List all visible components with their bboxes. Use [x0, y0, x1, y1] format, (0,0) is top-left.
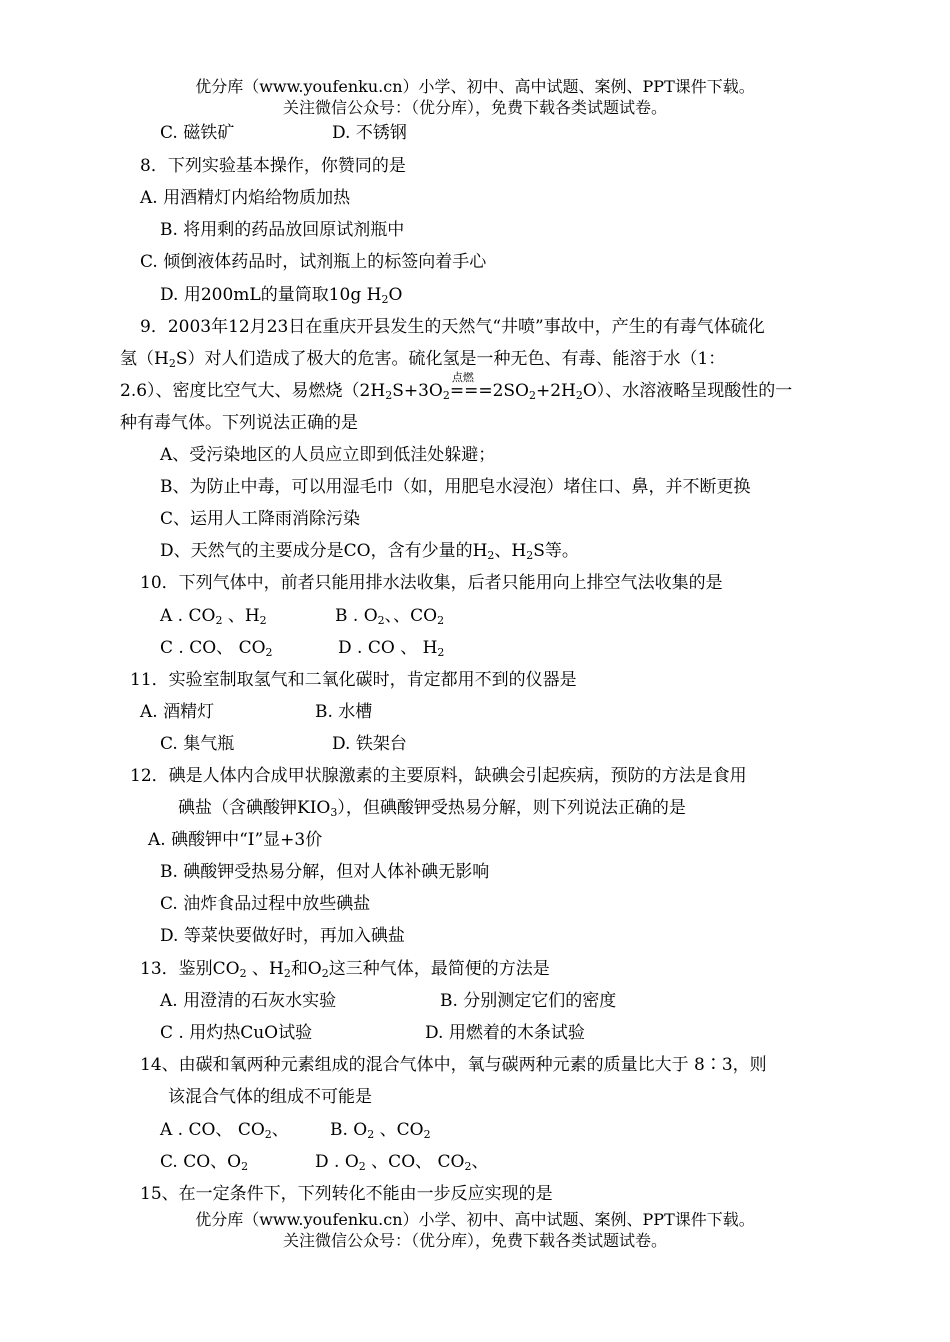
q9-stem-line-1: 9．2003年12月23日在重庆开县发生的天然气“井喷”事故中，产生的有毒气体硫化: [140, 317, 765, 337]
q9-stem-line-3: 2.6）、密度比空气大、易燃烧（$2H_2S+3O_2$ 点燃 $===2SO_2+2H_2O$）、水溶液略呈现酸性的一: [120, 371, 793, 402]
q11-option-c: C. 集气瓶: [160, 734, 235, 754]
q7-option-d: D. 不锈钢: [332, 123, 407, 143]
q8-option-b: B. 将用剩的药品放回原试剂瓶中: [160, 220, 405, 240]
q14-option-d: D . $O_2$ 、CO、 $CO_2$、: [315, 1152, 489, 1173]
q13-option-b: B. 分别测定它们的密度: [440, 991, 617, 1011]
q9-option-c: C、运用人工降雨消除污染: [160, 509, 361, 529]
q8-option-c: C. 倾倒液体药品时，试剂瓶上的标签向着手心: [140, 252, 487, 272]
q9-stem-line-4: 种有毒气体。下列说法正确的是: [120, 413, 358, 433]
q11-option-b: B. 水槽: [315, 702, 373, 722]
q12-option-c: C. 油炸食品过程中放些碘盐: [160, 894, 371, 914]
header-line-2: 关注微信公众号：（优分库），免费下载各类试题试卷。: [282, 98, 667, 117]
q13-option-c: C . 用灼热CuO试验: [160, 1023, 313, 1043]
q13-stem: 13．鉴别$CO_2$ 、$H_2$和$O_2$这三种气体，最简便的方法是: [140, 959, 550, 980]
q12-option-a: A. 碘酸钾中“I”显+3价: [148, 830, 323, 850]
q9-option-a: A、受污染地区的人员应立即到低洼处躲避；: [160, 445, 496, 465]
q12-stem-line-1: 12．碘是人体内合成甲状腺激素的主要原料，缺碘会引起疾病，预防的方法是食用: [130, 766, 747, 786]
q12-option-b: B. 碘酸钾受热易分解，但对人体补碘无影响: [160, 862, 490, 882]
q14-option-c: C. CO、$O_2$: [160, 1152, 249, 1173]
q15-stem: 15、在一定条件下，下列转化不能由一步反应实现的是: [140, 1184, 553, 1204]
q10-option-b: B . $O_2$、、$CO_2$: [335, 606, 445, 627]
q12-stem-line-2: 碘盐（含碘酸钾$KIO_3$），但碘酸钾受热易分解，则下列说法正确的是: [178, 798, 686, 819]
q11-option-a: A. 酒精灯: [140, 702, 215, 722]
q10-stem: 10．下列气体中，前者只能用排水法收集，后者只能用向上排空气法收集的是: [140, 573, 723, 593]
q9-option-d: D、天然气的主要成分是CO，含有少量的$H_2$、$H_2S$等。: [160, 541, 579, 562]
q14-option-a: A . CO、 $CO_2$、: [160, 1120, 289, 1141]
header-line-1: 优分库（www.youfenku.cn）小学、初中、高中试题、案例、PPT课件下载。: [195, 77, 755, 96]
q11-stem: 11．实验室制取氢气和二氧化碳时，肯定都用不到的仪器是: [130, 670, 577, 690]
q8-option-d: D. 用200mL的量筒取10g $H_2O$: [160, 285, 403, 306]
ignition-arrow: 点燃 ===: [449, 371, 493, 401]
q9-stem-line-2: 氢$(H_2S)$对人们造成了极大的危害。硫化氢是一种无色、有毒、能溶于水（1：: [120, 349, 726, 370]
q7-option-c: C. 磁铁矿: [160, 123, 235, 143]
q12-option-d: D. 等菜快要做好时，再加入碘盐: [160, 926, 405, 946]
q14-stem-line-1: 14、由碳和氧两种元素组成的混合气体中，氧与碳两种元素的质量比大于 8∶3，则: [140, 1055, 767, 1075]
q8-stem: 8．下列实验基本操作，你赞同的是: [140, 156, 406, 176]
q8-option-a: A. 用酒精灯内焰给物质加热: [140, 188, 351, 208]
q11-option-d: D. 铁架台: [332, 734, 407, 754]
footer-line-2: 关注微信公众号：（优分库），免费下载各类试题试卷。: [282, 1231, 667, 1250]
footer-line-1: 优分库（www.youfenku.cn）小学、初中、高中试题、案例、PPT课件下载。: [195, 1210, 755, 1229]
q14-option-b: B. $O_2$ 、$CO_2$: [330, 1120, 431, 1141]
q10-option-c: C . CO、 $CO_2$: [160, 638, 273, 659]
q10-option-a: A . $CO_2$ 、$H_2$: [160, 606, 267, 627]
q14-stem-line-2: 该混合气体的组成不可能是: [168, 1087, 372, 1107]
q10-option-d: D . CO 、 $H_2$: [338, 638, 445, 659]
q13-option-d: D. 用燃着的木条试验: [425, 1023, 585, 1043]
q13-option-a: A. 用澄清的石灰水实验: [160, 991, 337, 1011]
q9-option-b: B、为防止中毒，可以用湿毛巾（如，用肥皂水浸泡）堵住口、鼻，并不断更换: [160, 477, 751, 497]
